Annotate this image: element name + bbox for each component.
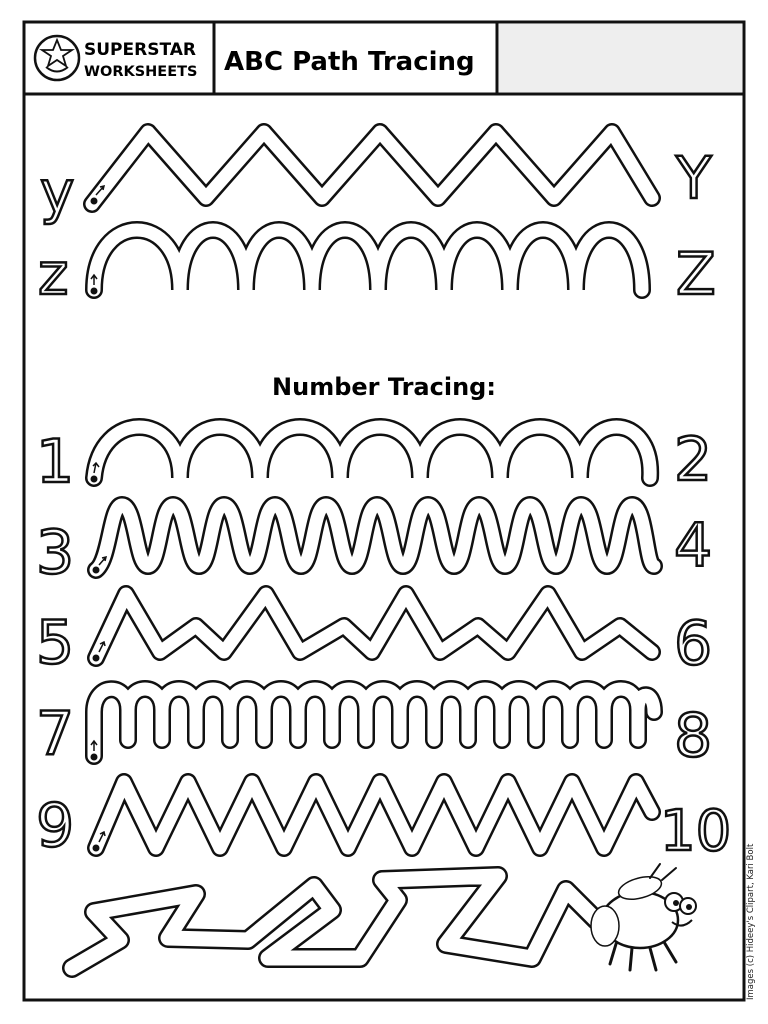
- row-start-letter: z: [38, 240, 69, 308]
- row-end-number: 10: [660, 799, 732, 864]
- row-start-letter: y: [40, 158, 75, 226]
- row-end-letter: Y: [676, 144, 712, 212]
- start-dot-icon: [91, 754, 98, 761]
- number-row: [36, 594, 712, 679]
- number-row: [36, 782, 731, 864]
- trace-path[interactable]: [93, 505, 655, 574]
- row-start-number: 1: [36, 427, 75, 497]
- row-start-number: 5: [36, 608, 75, 678]
- trace-path[interactable]: [91, 689, 655, 761]
- start-dot-icon: [93, 845, 100, 852]
- start-dot-icon: [93, 655, 100, 662]
- number-row: [36, 505, 712, 588]
- abc-row: [38, 230, 716, 308]
- row-end-number: 6: [674, 609, 713, 679]
- number-row: [36, 425, 712, 497]
- number-section: [36, 425, 731, 864]
- start-dot-icon: [93, 567, 100, 574]
- superstar-logo: [35, 36, 79, 80]
- page-title: ABC Path Tracing: [224, 47, 475, 77]
- row-end-number: 4: [674, 511, 713, 581]
- trace-path[interactable]: [91, 230, 643, 295]
- header: [24, 22, 744, 94]
- row-end-number: 2: [674, 425, 713, 495]
- start-dot-icon: [91, 288, 98, 295]
- row-end-letter: Z: [676, 240, 716, 308]
- row-end-number: 8: [674, 701, 713, 771]
- brand-line2: WORKSHEETS: [84, 64, 198, 80]
- section-title: Number Tracing:: [272, 373, 496, 401]
- trace-path[interactable]: [91, 132, 653, 205]
- trace-path[interactable]: [91, 427, 651, 483]
- maze-path[interactable]: [72, 876, 596, 968]
- row-start-number: 7: [36, 699, 75, 769]
- number-row: [36, 689, 712, 771]
- trace-path[interactable]: [93, 782, 653, 852]
- fly-icon: [591, 864, 696, 970]
- brand-line1: SUPERSTAR: [84, 40, 196, 60]
- trace-path[interactable]: [93, 594, 653, 662]
- row-start-number: 9: [36, 791, 75, 861]
- name-box[interactable]: [499, 24, 742, 92]
- row-start-number: 3: [36, 518, 75, 588]
- start-dot-icon: [91, 476, 98, 483]
- start-dot-icon: [91, 198, 98, 205]
- abc-section: [38, 132, 716, 308]
- abc-row: [40, 132, 712, 226]
- image-credit: Images (c) Hideey's Clipart, Kari Bolt: [746, 843, 756, 1000]
